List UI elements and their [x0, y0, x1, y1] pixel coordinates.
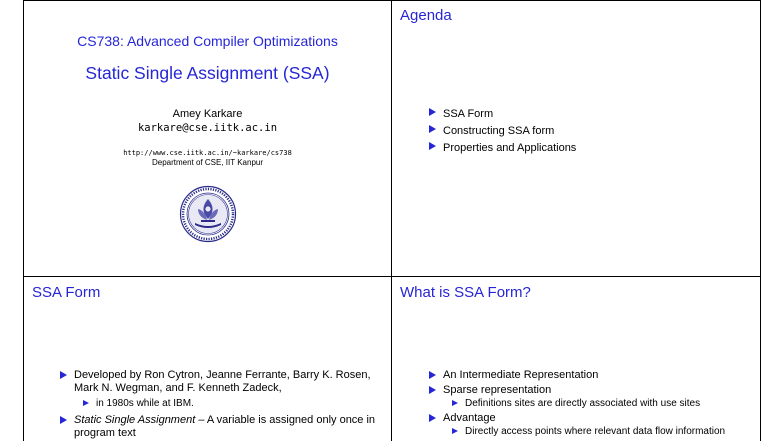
bullet-triangle-icon	[452, 428, 458, 434]
bullet-triangle-icon	[429, 125, 436, 133]
author-email: karkare@cse.iitk.ac.in	[137, 122, 278, 134]
ssa-form-title: SSA Form	[32, 284, 101, 301]
what-is-ssa-bullets	[429, 369, 759, 440]
course-url: http://www.cse.iitk.ac.in/~karkare/cs738	[123, 149, 292, 157]
sub-list	[443, 398, 759, 410]
bullet-triangle-icon	[429, 142, 436, 150]
list-item: in 1980s while at IBM.	[74, 398, 378, 410]
what-is-ssa-title: What is SSA Form?	[400, 284, 531, 301]
list-item: Properties and Applications	[429, 140, 576, 157]
bullet-triangle-icon	[429, 108, 436, 116]
bullet-triangle-icon	[429, 386, 436, 394]
list-item: Static Single Assignment – A variable is assigned only once in program text	[60, 414, 378, 440]
list-item: Sparse representation Definitions sites are directly associated with use sites	[429, 384, 759, 410]
sub-list	[443, 426, 759, 438]
list-item: SSA Form	[429, 106, 576, 123]
ssa-form-slide	[24, 277, 391, 441]
bullet-triangle-icon	[429, 371, 436, 379]
bullet-triangle-icon	[83, 400, 89, 406]
agenda-slide	[392, 0, 760, 276]
list-item: Developed by Ron Cytron, Jeanne Ferrante, Barry K. Rosen, Mark N. Wegman, and F. Kenneth Zadeck, in 1980s while at IBM.	[60, 369, 378, 410]
bullet-triangle-icon	[429, 414, 436, 422]
list-item: An Intermediate Representation	[429, 369, 759, 382]
title-slide	[24, 0, 391, 276]
course-title: CS738: Advanced Compiler Optimizations	[77, 33, 338, 49]
agenda-list	[429, 106, 576, 157]
list-item: Definitions sites are directly associated with use sites	[443, 398, 759, 410]
list-item: Constructing SSA form	[429, 123, 576, 140]
agenda-title: Agenda	[400, 7, 452, 24]
department: Department of CSE, IIT Kanpur	[151, 158, 263, 167]
author-name: Amey Karkare	[172, 108, 243, 120]
presentation-title: Static Single Assignment (SSA)	[85, 63, 330, 83]
iitk-logo-seal	[179, 185, 237, 243]
list-item: Directly access points where relevant data flow information	[443, 426, 759, 438]
what-is-ssa-slide	[392, 277, 760, 441]
bullet-triangle-icon	[60, 416, 67, 424]
sub-list	[74, 398, 378, 410]
bullet-triangle-icon	[60, 371, 67, 379]
right-border	[760, 0, 761, 441]
bullet-triangle-icon	[452, 400, 458, 406]
list-item: Advantage Directly access points where relevant data flow information	[429, 412, 759, 438]
ssa-form-bullets	[60, 369, 378, 441]
